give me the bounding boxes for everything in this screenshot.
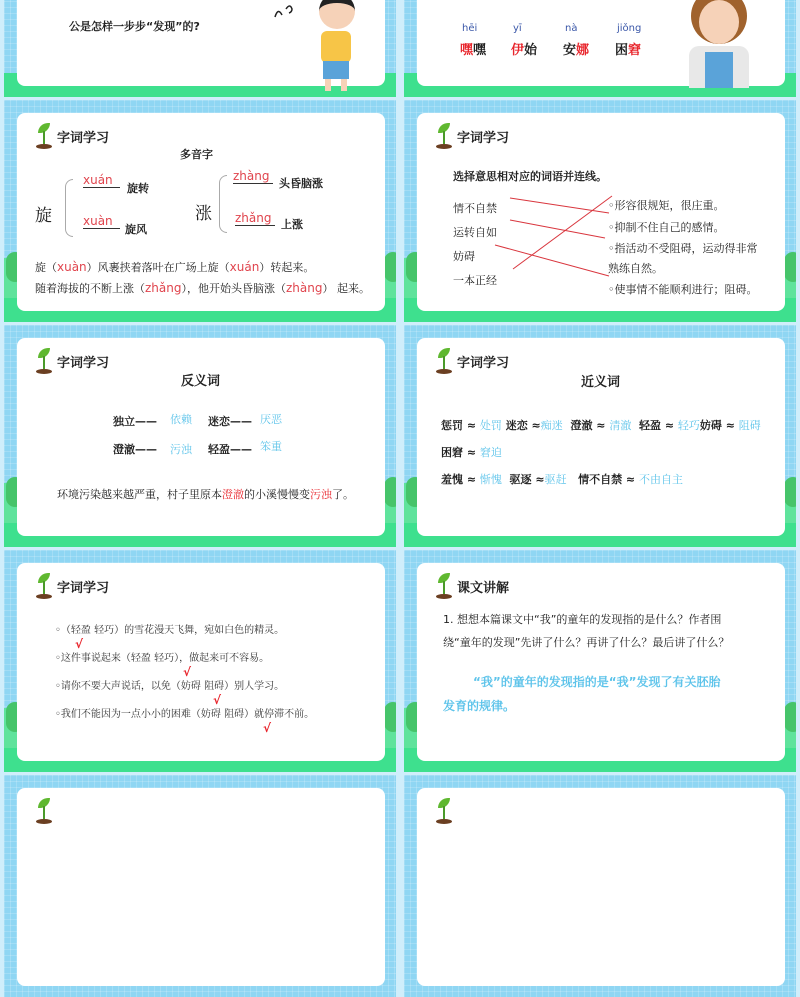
check-mark-icon: √	[183, 665, 192, 679]
word: 澄澈 ≈	[562, 419, 610, 432]
synonym-row	[441, 417, 761, 433]
word: 轻盈 ≈	[631, 419, 678, 432]
sprout-icon	[435, 798, 453, 824]
left-term: 一本正经	[453, 274, 497, 287]
slide-thumbnail[interactable]	[404, 100, 796, 322]
right-definition: ◦形容很规矩，很庄重。	[608, 199, 725, 212]
example-sentence: 随着海拔的不断上涨（zhǎng），他开始头昏脑涨（zhàng） 起来。	[35, 281, 370, 295]
slide-thumbnail[interactable]	[4, 325, 396, 547]
section-title: 字词学习	[57, 130, 110, 146]
slide-thumbnail[interactable]	[4, 0, 396, 97]
slide-thumbnail[interactable]	[404, 0, 796, 97]
match-line	[495, 245, 609, 276]
slide-thumbnail[interactable]	[4, 775, 396, 997]
synonym: 窘迫	[479, 446, 502, 459]
sprout-icon	[35, 123, 53, 149]
synonym: 处罚	[479, 419, 502, 432]
choice-item: ◦（轻盈 轻巧）的雪花漫天飞舞，宛如白色的精灵。	[55, 625, 285, 636]
synonym: 清澈	[609, 419, 632, 432]
pinyin: nà	[565, 23, 578, 34]
section-header	[35, 573, 109, 599]
word: 嘿嘿	[460, 43, 487, 58]
slide-card	[17, 788, 385, 986]
synonym-row	[441, 471, 683, 487]
pinyin: zhǎng	[235, 211, 275, 226]
left-term: 妨碍	[453, 250, 475, 263]
antonym: 笨重	[260, 440, 282, 453]
sprout-icon	[35, 798, 53, 824]
check-mark-icon: √	[75, 637, 84, 651]
pinyin: jiǒng	[617, 23, 642, 34]
word: 迷恋——	[208, 415, 252, 428]
pinyin: yī	[513, 23, 522, 34]
example-sentence: 环境污染越来越严重，村子里原本澄澈的小溪慢慢变污浊了。	[57, 488, 354, 501]
sprout-icon	[35, 573, 53, 599]
brace	[219, 175, 227, 233]
synonym: 不由自主	[638, 473, 683, 486]
word: 伊始	[511, 43, 538, 58]
slide-card	[417, 0, 785, 86]
slide-card	[17, 338, 385, 536]
antonym: 污浊	[170, 443, 192, 456]
teacher-illustration	[679, 0, 759, 88]
question-text: 公是怎样一步步“发现”的?	[69, 20, 200, 33]
slide-card	[417, 338, 785, 536]
word: 惩罚 ≈	[441, 419, 480, 432]
word: 旋风	[125, 223, 147, 236]
section-title: 字词学习	[457, 130, 510, 146]
brace	[65, 179, 73, 237]
antonym: 厌恶	[260, 413, 282, 426]
connection-lines	[417, 113, 785, 311]
section-title: 字词学习	[57, 580, 110, 596]
antonym: 依赖	[170, 413, 192, 426]
section-title: 字词学习	[457, 355, 510, 371]
answer-text: 发育的规律。	[443, 699, 516, 713]
slide-title: 近义词	[581, 375, 621, 390]
slide-title: 反义词	[181, 374, 221, 389]
check-mark-icon: √	[263, 721, 272, 735]
synonym: 痴迷	[540, 419, 563, 432]
instruction: 选择意思相对应的词语并连线。	[453, 170, 607, 183]
pinyin: xuán	[83, 173, 120, 188]
synonym-row	[441, 444, 502, 460]
answer-text: “我”的童年的发现指的是“我”发现了有关胚胎	[473, 675, 721, 689]
slide-card	[17, 113, 385, 311]
section-header	[35, 123, 109, 149]
word: 独立——	[113, 415, 157, 428]
word: 安娜	[563, 43, 590, 58]
slide-card	[17, 563, 385, 761]
polyphone-char: 旋	[35, 206, 52, 226]
section-header	[35, 348, 109, 374]
choice-item: ◦请你不要大声说话，以免（妨碍 阻碍）别人学习。	[55, 681, 285, 692]
word: 迷恋 ≈	[501, 419, 541, 432]
synonym: 阻碍	[738, 419, 761, 432]
word: 困窘 ≈	[441, 446, 480, 459]
pinyin: xuàn	[83, 214, 120, 229]
right-definition: ◦指活动不受阻碍，运动得非常	[608, 242, 758, 255]
slide-thumbnail[interactable]	[404, 775, 796, 997]
match-line	[510, 198, 609, 213]
slide-card	[417, 113, 785, 311]
slide-title: 多音字	[180, 148, 213, 161]
right-definition: ◦抑制不住自己的感情。	[608, 221, 725, 234]
word: 旋转	[127, 182, 149, 195]
word: 驱逐 ≈	[501, 473, 545, 486]
synonym: 驱赶	[544, 473, 567, 486]
slide-card	[417, 563, 785, 761]
right-definition: 熟练自然。	[608, 262, 663, 275]
word: 妨碍 ≈	[699, 419, 739, 432]
sprout-icon	[35, 348, 53, 374]
slide-thumbnail[interactable]	[404, 550, 796, 772]
section-header	[435, 348, 509, 374]
choice-item: ◦这件事说起来（轻盈 轻巧），做起来可不容易。	[55, 653, 270, 664]
polyphone-char: 涨	[195, 204, 212, 224]
synonym: 轻巧	[677, 419, 700, 432]
left-term: 情不自禁	[453, 202, 497, 215]
slide-card	[17, 0, 385, 86]
match-line	[513, 196, 612, 269]
choice-item: ◦我们不能因为一点小小的困难（妨碍 阻碍）就停滞不前。	[55, 709, 315, 720]
sprout-icon	[435, 573, 453, 599]
boy-illustration	[307, 0, 367, 97]
example-sentence: 旋（xuàn）风裹挟着落叶在广场上旋（xuán）转起来。	[35, 260, 315, 274]
word: 困窘	[615, 43, 642, 58]
sprout-icon	[435, 348, 453, 374]
question-text: 1. 想想本篇课文中“我”的童年的发现指的是什么？作者围	[443, 613, 722, 626]
match-line	[510, 220, 605, 238]
word: 头昏脑涨	[279, 177, 323, 190]
section-header	[435, 573, 509, 599]
section-title: 课文讲解	[457, 580, 510, 596]
slide-thumbnail[interactable]	[4, 550, 396, 772]
word: 情不自禁 ≈	[566, 473, 639, 486]
slide-thumbnail[interactable]	[4, 100, 396, 322]
question-text: 绕“童年的发现”先讲了什么？再讲了什么？最后讲了什么？	[443, 636, 730, 649]
word: 轻盈——	[208, 443, 252, 456]
synonym: 惭愧	[479, 473, 502, 486]
pinyin: hēi	[462, 23, 478, 34]
question-mark-icon	[272, 3, 296, 23]
left-term: 运转自如	[453, 226, 497, 239]
section-title: 字词学习	[57, 355, 110, 371]
check-mark-icon: √	[213, 693, 222, 707]
word: 羞愧 ≈	[441, 473, 480, 486]
pinyin: zhàng	[233, 169, 273, 184]
word: 澄澈——	[113, 443, 157, 456]
word: 上涨	[281, 218, 303, 231]
slide-card	[417, 788, 785, 986]
slide-thumbnail[interactable]	[404, 325, 796, 547]
right-definition: ◦使事情不能顺利进行；阻碍。	[608, 283, 758, 296]
